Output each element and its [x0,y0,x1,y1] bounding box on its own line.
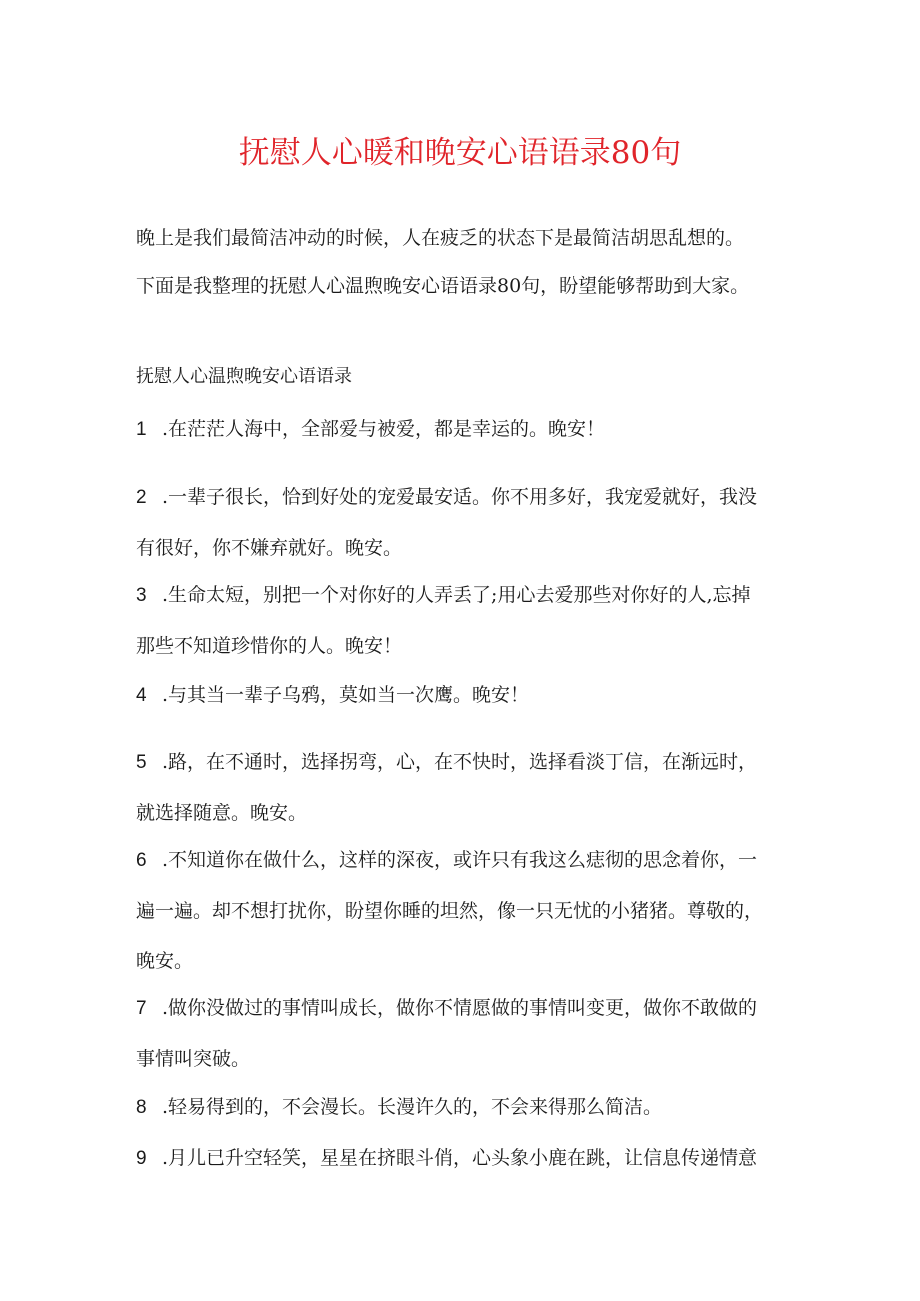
item-number: 8 [136,1097,147,1118]
intro-line: 下面是我整理的抚慰人心温煦晚安心语语录80句，盼望能够帮助到大家。 [136,275,750,297]
item-text: .不知道你在做什么，这样的深夜，或许只有我这么痣彻的思念着你，一 [162,849,758,871]
item-number: 6 [136,850,147,871]
item-text: 事情叫突破。 [136,1048,251,1070]
section-heading: 抚慰人心温煦晚安心语语录 [136,366,352,387]
item-text: .轻易得到的，不会漫长。长漫许久的，不会来得那么简洁。 [162,1096,663,1118]
item-number: 2 [136,487,147,508]
list-item [136,1133,796,1184]
list-item [136,983,796,1084]
item-number: 5 [136,752,147,773]
list-item [136,570,796,671]
item-text: .一辈子很长，恰到好处的宠爱最安适。你不用多好，我宠爱就好，我没 [162,486,758,508]
list-item [136,737,796,838]
item-number: 9 [136,1148,147,1169]
list-item [136,472,796,573]
item-text: 遍一遍。却不想打扰你，盼望你睡的坦然，像一只无忧的小猪猪。尊敬的， [136,900,764,922]
item-text: .生命太短，别把一个对你好的人弄丢了;用心去爱那些对你好的人,忘掉 [162,584,751,606]
item-text: 有很好，你不嫌弃就好。晚安。 [136,537,403,559]
intro-line: 晚上是我们最简洁冲动的时候，人在疲乏的状态下是最简洁胡思乱想的。 [136,227,745,249]
item-text: .在茫茫人海中，全部爱与被爱，都是幸运的。晚安！ [162,418,606,440]
item-number: 7 [136,998,147,1019]
item-text: .月儿已升空轻笑，星星在挤眼斗俏，心头象小鹿在跳，让信息传递情意 [162,1147,758,1169]
intro-paragraph [136,214,796,310]
item-number: 1 [136,419,147,440]
item-text: .与其当一辈子乌鸦，莫如当一次鹰。晚安！ [162,684,530,706]
list-item [136,670,796,721]
item-number: 4 [136,685,147,706]
item-text: 那些不知道珍惜你的人。晚安！ [136,635,403,657]
item-number: 3 [136,585,147,606]
item-text: .路，在不通时，选择拐弯，心，在不快时，选择看淡丁信，在渐远时， [162,751,758,773]
item-text: 就选择随意。晚安。 [136,802,308,824]
item-text: 晚安。 [136,950,194,972]
list-item [136,404,796,455]
list-item [136,1082,796,1133]
document-title: 抚慰人心暖和晚安心语语录80句 [238,135,682,171]
list-item [136,835,796,986]
item-text: .做你没做过的事情叫成长，做你不情愿做的事情叫变更，做你不敢做的 [162,997,758,1019]
